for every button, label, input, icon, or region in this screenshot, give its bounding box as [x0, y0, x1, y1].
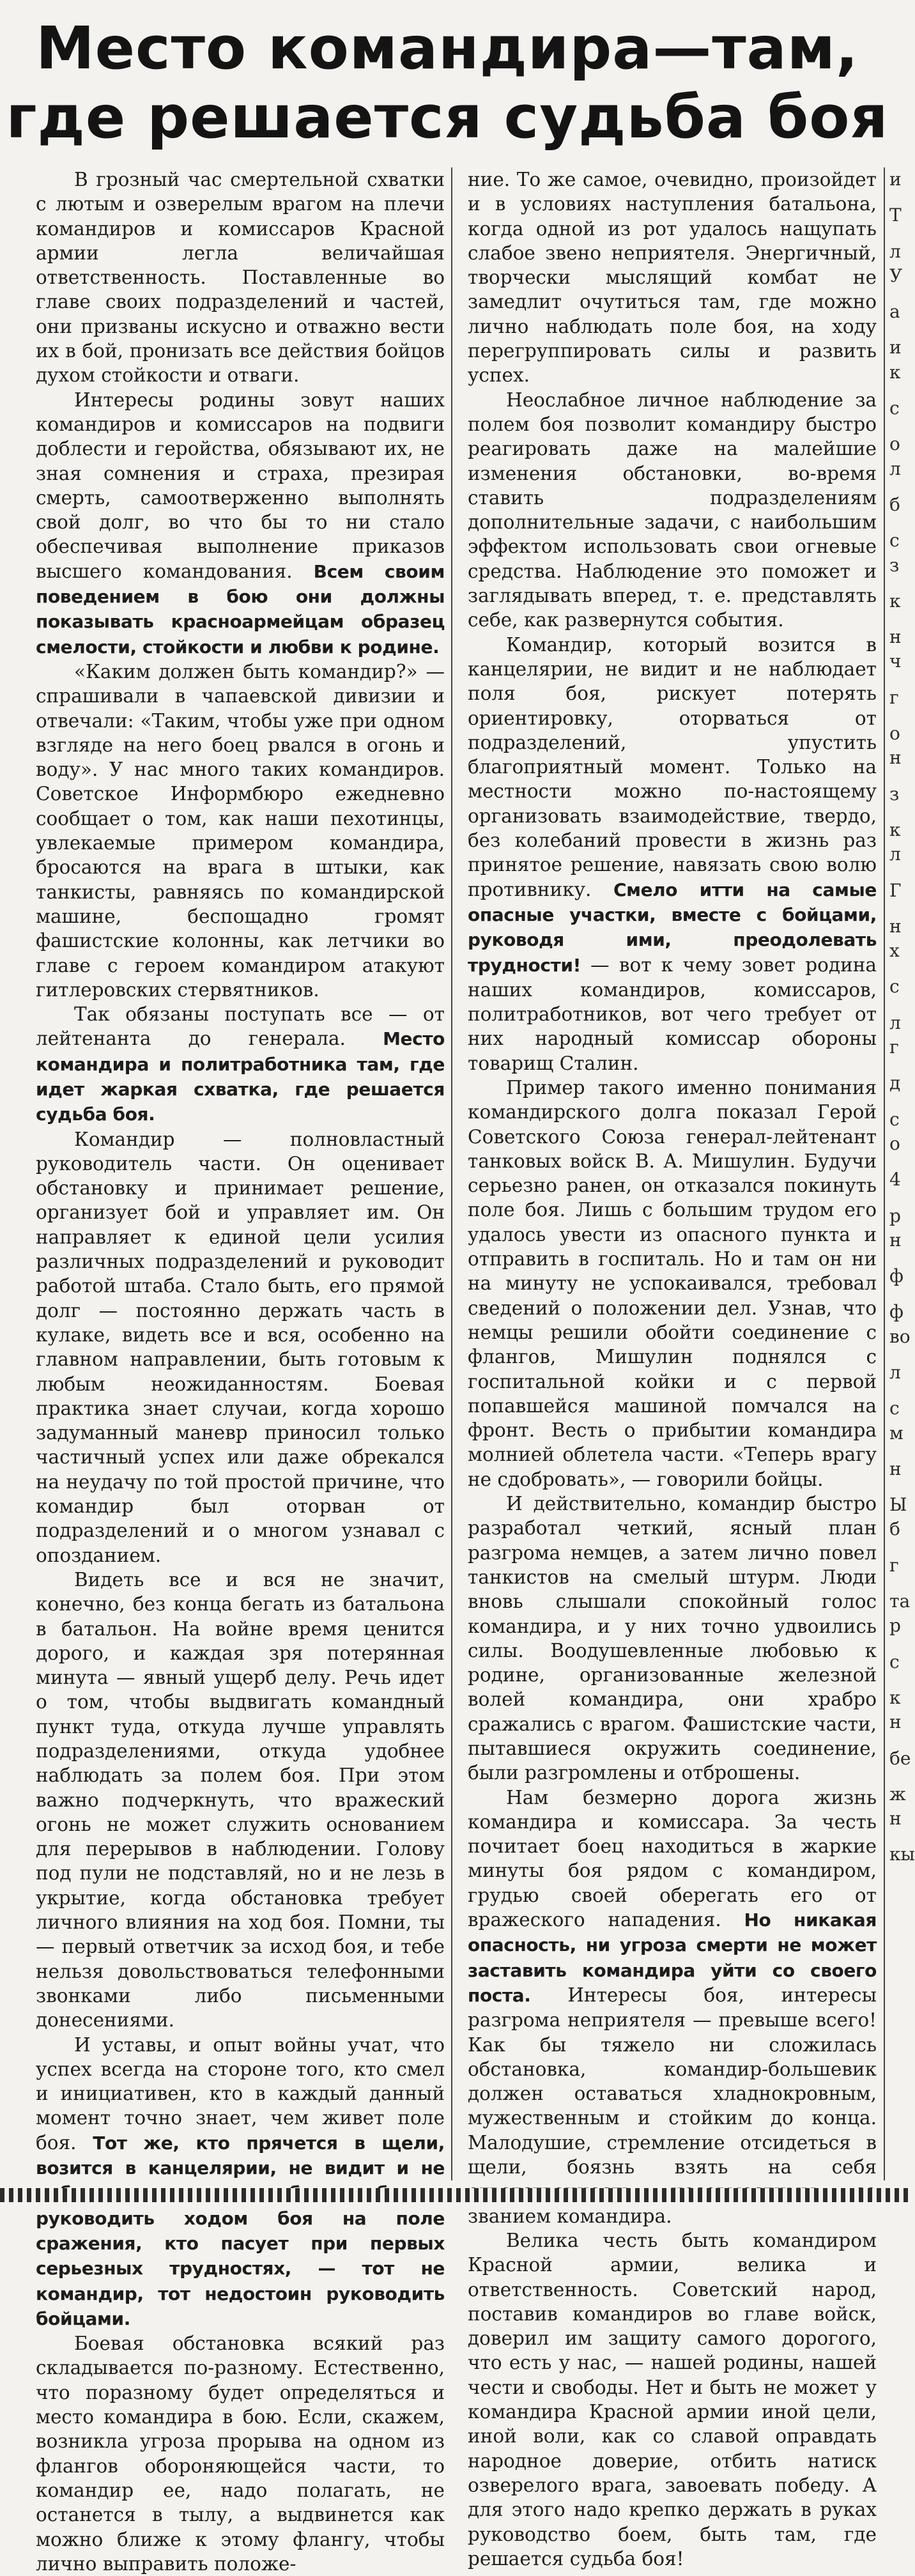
article-column-2	[468, 167, 877, 2570]
paragraph: Велика честь быть командиром Красной армии, велика и ответственность. Советский народ, поставив командиров во главе войск, доверил им защиту самого дорогого, что есть у нас, — нашей родины, нашей чести и свободы. Нет и быть не может у командира Красной армии иной цели, иной воли, как со славой оправдать народное доверие, отбить натиск озверелого врага, завоевать победу. А для этого надо крепко держать в руках руководство боем, быть там, где решается судьба боя!	[468, 2229, 877, 2570]
edge-fragment: бе	[889, 1747, 911, 1769]
edge-fragment: н	[889, 1229, 902, 1251]
edge-fragment: н	[889, 1808, 902, 1830]
edge-fragment: о	[889, 723, 900, 744]
paragraph: Пример такого именно понимания командирского долга показал Герой Советского Союза генерал-лейтенант танковых войск В. А. Мишулин. Будучи серьезно ранен, он отказался покинуть поле боя. Лишь с большим трудом его удалось увести из опасного пункта и отправить в госпиталь. Но и там он ни на минуту не успокаивался, требовал сведений о положении дел. Узнав, что немцы решили обойти соединение с флангов, Мишулин поднялся с госпитальной койки и с первой попавшейся машиной помчался на фронт. Весть о прибытии командира молнией облетела части. «Теперь врагу не сдобровать», — говорили бойцы.	[468, 1076, 877, 1490]
edge-fragment: 4	[889, 1169, 901, 1191]
paragraph: Так обязаны поступать все — от лейтенанта до генерала. Место командира и политработника там, где идет жаркая схватка, где решается судьба боя.	[36, 1003, 445, 1125]
decorative-bottom-border	[0, 2188, 911, 2202]
edge-fragment: с	[889, 1651, 900, 1672]
paragraph: Нам безмерно дорога жизнь командира и комиссара. За честь почитает боец находиться в жаркие минуты боя рядом с командиром, грудью своей оберегать его от вражеского нападения. Но никакая опасность, ни угроза смерти не может заставить командира уйти со своего поста. Интересы боя, интересы разгрома неприятеля — превыше всего! Как бы тяжело ни сложилась обстановка, командир-большевик должен оставаться хладнокровным, мужественным и стойким до конца. Малодушие, стремление отсидеться в щели, боязнь взять на себя званием командира.	[468, 1786, 877, 2227]
paragraph: Боевая обстановка всякий раз складывается по-разному. Естественно, что поразному будет определяться и место командира в бою. Если, скажем, возникла угроза прорыва на одном из флангов обороняющейся части, то командир ее, надо полагать, не останется в тылу, а выдвинется как можно ближе к этому флангу, чтобы лично выправить положе-	[36, 2333, 445, 2575]
edge-fragment: м	[889, 1422, 903, 1444]
paragraph: Командир — полновластный руководитель части. Он оценивает обстановку и принимает решение, организует бой и управляет им. Он направляет к единой цели усилия различных подразделений и руководит работой штаба. Стало быть, его прямой долг — постоянно держать часть в кулаке, видеть все и вся, особенно на главном направлении, быть готовым к любым неожиданностям. Боевая практика знает случаи, когда хорошо задуманный маневр приносил только частичный успех или даже обрекался на неудачу по той простой причине, что командир был оторван от подразделений и о многом узнавал с опозданием.	[36, 1128, 445, 1566]
column-divider	[451, 167, 452, 2180]
edge-fragment: к	[889, 819, 901, 840]
edge-fragment: с	[889, 1398, 900, 1419]
edge-fragment: н	[889, 1711, 902, 1733]
headline	[0, 14, 895, 152]
edge-fragment: л	[889, 1361, 901, 1383]
edge-fragment: ж	[889, 1783, 906, 1805]
paragraph: И действительно, командир быстро разработал четкий, ясный план разгрома немцев, а затем лично повел танкистов на смелый штурм. Люди вновь слышали спокойный голос командира, и у них точно удвоились силы. Воодушевленные любовью к родине, организованные железной волей командира, они храбро сражались с врагом. Фашистские части, пытавшиеся окружить соединение, были разгромлены и отброшены.	[468, 1493, 877, 1784]
edge-fragment: н	[889, 915, 902, 937]
edge-fragment: во	[889, 1325, 911, 1347]
edge-fragment: а	[889, 301, 900, 323]
edge-fragment: ф	[889, 1301, 903, 1323]
edge-fragment: б	[889, 493, 900, 515]
edge-fragment: к	[889, 590, 901, 612]
edge-fragment: л	[889, 1012, 901, 1033]
edge-fragment: л	[889, 458, 901, 479]
paragraph-continuation: ние. То же самое, очевидно, произойдет и в условиях наступления батальона, когда одной из рот удалось нащупать слабое звено неприятеля. Энергичный, творчески мыслящий комбат не замедлит очутиться там, где можно лично наблюдать поле боя, на ходу перегруппировать силы и развить успех.	[468, 169, 877, 387]
headline-line-1: Место командира—там,	[36, 14, 859, 82]
edge-fragment: д	[889, 1072, 901, 1094]
edge-fragment: с	[889, 397, 900, 419]
paragraph: Интересы родины зовут наших командиров и комиссаров на подвиги доблести и геройства, обязывают их, не зная сомнения и страха, презирая смерть, самоотверженно выполнять свой долг, во что бы то ни стало обеспечивая выполнение приказов высшего командования. Всем своим поведением в бою они должны показывать красноармейцам образец смелости, стойкости и любви к родине.	[36, 389, 445, 658]
edge-fragment: н	[889, 1458, 902, 1479]
edge-fragment: з	[889, 783, 900, 805]
edge-fragment: р	[889, 1205, 901, 1226]
article-column-1	[36, 167, 445, 2575]
edge-fragment: г	[889, 1037, 899, 1058]
edge-fragment: о	[889, 1132, 900, 1154]
edge-fragment: б	[889, 1518, 900, 1540]
edge-fragment: н	[889, 747, 902, 769]
edge-fragment: Ы	[889, 1494, 907, 1516]
edge-fragment: с	[889, 530, 900, 551]
bold-emphasis: Всем своим поведением в бою они должны показывать красноармейцам образец смелости, стойкости и любви к родине.	[36, 560, 445, 658]
edge-fragment: У	[889, 265, 903, 286]
paragraph: Неослабное личное наблюдение за полем боя позволит командиру быстро реагировать даже на малейшие изменения обстановки, во-время ставить подразделениям дополнительные задачи, с наибольшим эффектом использовать свои огневые средства. Наблюдение это поможет и заглядывать вперед, т. е. представлять себе, как развернутся события.	[468, 389, 877, 631]
edge-fragment: г	[889, 686, 899, 708]
edge-fragment: х	[889, 940, 900, 962]
edge-fragment: и	[889, 169, 902, 190]
edge-fragment: ч	[889, 651, 902, 672]
edge-fragment: з	[889, 554, 900, 576]
column-divider	[884, 167, 885, 2180]
edge-fragment: и	[889, 337, 902, 359]
edge-fragment: н	[889, 626, 902, 648]
edge-fragment: Т	[889, 204, 902, 226]
paragraph: «Каким должен быть командир?» — спрашивали в чапаевской дивизии и отвечали: «Таким, чтобы уже при одном взгляде на него боец рвался в огонь и воду». У нас много таких командиров. Советское Информбюро ежедневно сообщает о том, как наши пехотинцы, увлекаемые примером командира, бросаются на врага в штыки, как танкисты, равняясь по командирской машине, беспощадно громят фашистские колонны, как летчики во главе с героем командиром атакуют гитлеровских стервятников.	[36, 660, 445, 1001]
bold-emphasis: Смело итти на самые опасные участки, вместе с бойцами, руководя ими, преодолевать трудности!	[468, 879, 877, 976]
edge-fragment: ф	[889, 1265, 903, 1287]
edge-fragment: та	[889, 1591, 911, 1612]
bold-emphasis: Тот же, кто прячется в щели, возится в канцелярии, не видит и не руководить ходом боя на поле сражения, кто пасует при первых серьезных трудностях, — тот не командир, тот недостоин руководить бойцами.	[36, 2132, 445, 2329]
bold-emphasis: Но никакая опасность, ни угроза смерти не может заставить командира уйти со своего поста.	[468, 1909, 877, 2006]
edge-fragment: о	[889, 433, 900, 455]
paragraph: В грозный час смертельной схватки с лютым и озверелым врагом на плечи командиров и комиссаров Красной армии легла величайшая ответственность. Поставленные во главе своих подразделений и частей, они призваны искусно и отважно вести их в бой, пронизать все действия бойцов духом стойкости и отваги.	[36, 169, 445, 387]
headline-line-2: где решается судьба боя	[6, 83, 889, 151]
edge-fragment: к	[889, 1686, 901, 1708]
edge-fragment: к	[889, 361, 901, 383]
adjacent-column-fragment	[889, 167, 915, 2180]
edge-fragment: Г	[889, 879, 902, 901]
edge-fragment: л	[889, 844, 901, 865]
edge-fragment: с	[889, 976, 900, 998]
edge-fragment: кы	[889, 1844, 915, 1865]
edge-fragment: л	[889, 240, 901, 262]
paragraph: И уставы, и опыт войны учат, что успех всегда на стороне того, кто смел и инициативен, кто в каждый данный момент точно знает, чем живет поле боя. Тот же, кто прячется в щели, возится в канцелярии, не видит и не руководить ходом боя на поле сражения, кто пасует при первых серьезных трудностях, — тот не командир, тот недостоин руководить бойцами.	[36, 2033, 445, 2329]
edge-fragment: г	[889, 1554, 899, 1576]
edge-fragment: р	[889, 1615, 901, 1637]
bold-emphasis: Место командира и политработника там, где идет жаркая схватка, где решается судьба боя.	[36, 1028, 445, 1125]
paragraph: Командир, который возится в канцелярии, не видит и не наблюдает поля боя, рискует потерять ориентировку, оторваться от подразделений, упустить благоприятный момент. Только на местности можно по-настоящему организовать взаимодействие, твердо, без колебаний провести в жизнь раз принятое решение, навязать свою волю противнику. Смело итти на самые опасные участки, вместе с бойцами, руководя ими, преодолевать трудности! — вот к чему зовет родина наших командиров, комиссаров, политработников, вот чего требует от них народный комиссар обороны товарищ Сталин.	[468, 633, 877, 1074]
edge-fragment: с	[889, 1108, 900, 1130]
paragraph: Видеть все и вся не значит, конечно, без конца бегать из батальона в батальон. На войне время ценится дорого, и каждая зря потерянная минута — явный ущерб делу. Речь идет о том, чтобы выдвигать командный пункт туда, откуда лучше управлять подразделениями, откуда удобнее наблюдать за полем боя. При этом важно подчеркнуть, что вражеский огонь не может служить основанием для перерывов в наблюдении. Голову под пули не подставляй, но и не лезь в укрытие, когда обстановка требует личного влияния на ход боя. Помни, ты — первый ответчик за исход боя, и тебе нельзя довольствоваться телефонными звонками либо письменными донесениями.	[36, 1568, 445, 2032]
